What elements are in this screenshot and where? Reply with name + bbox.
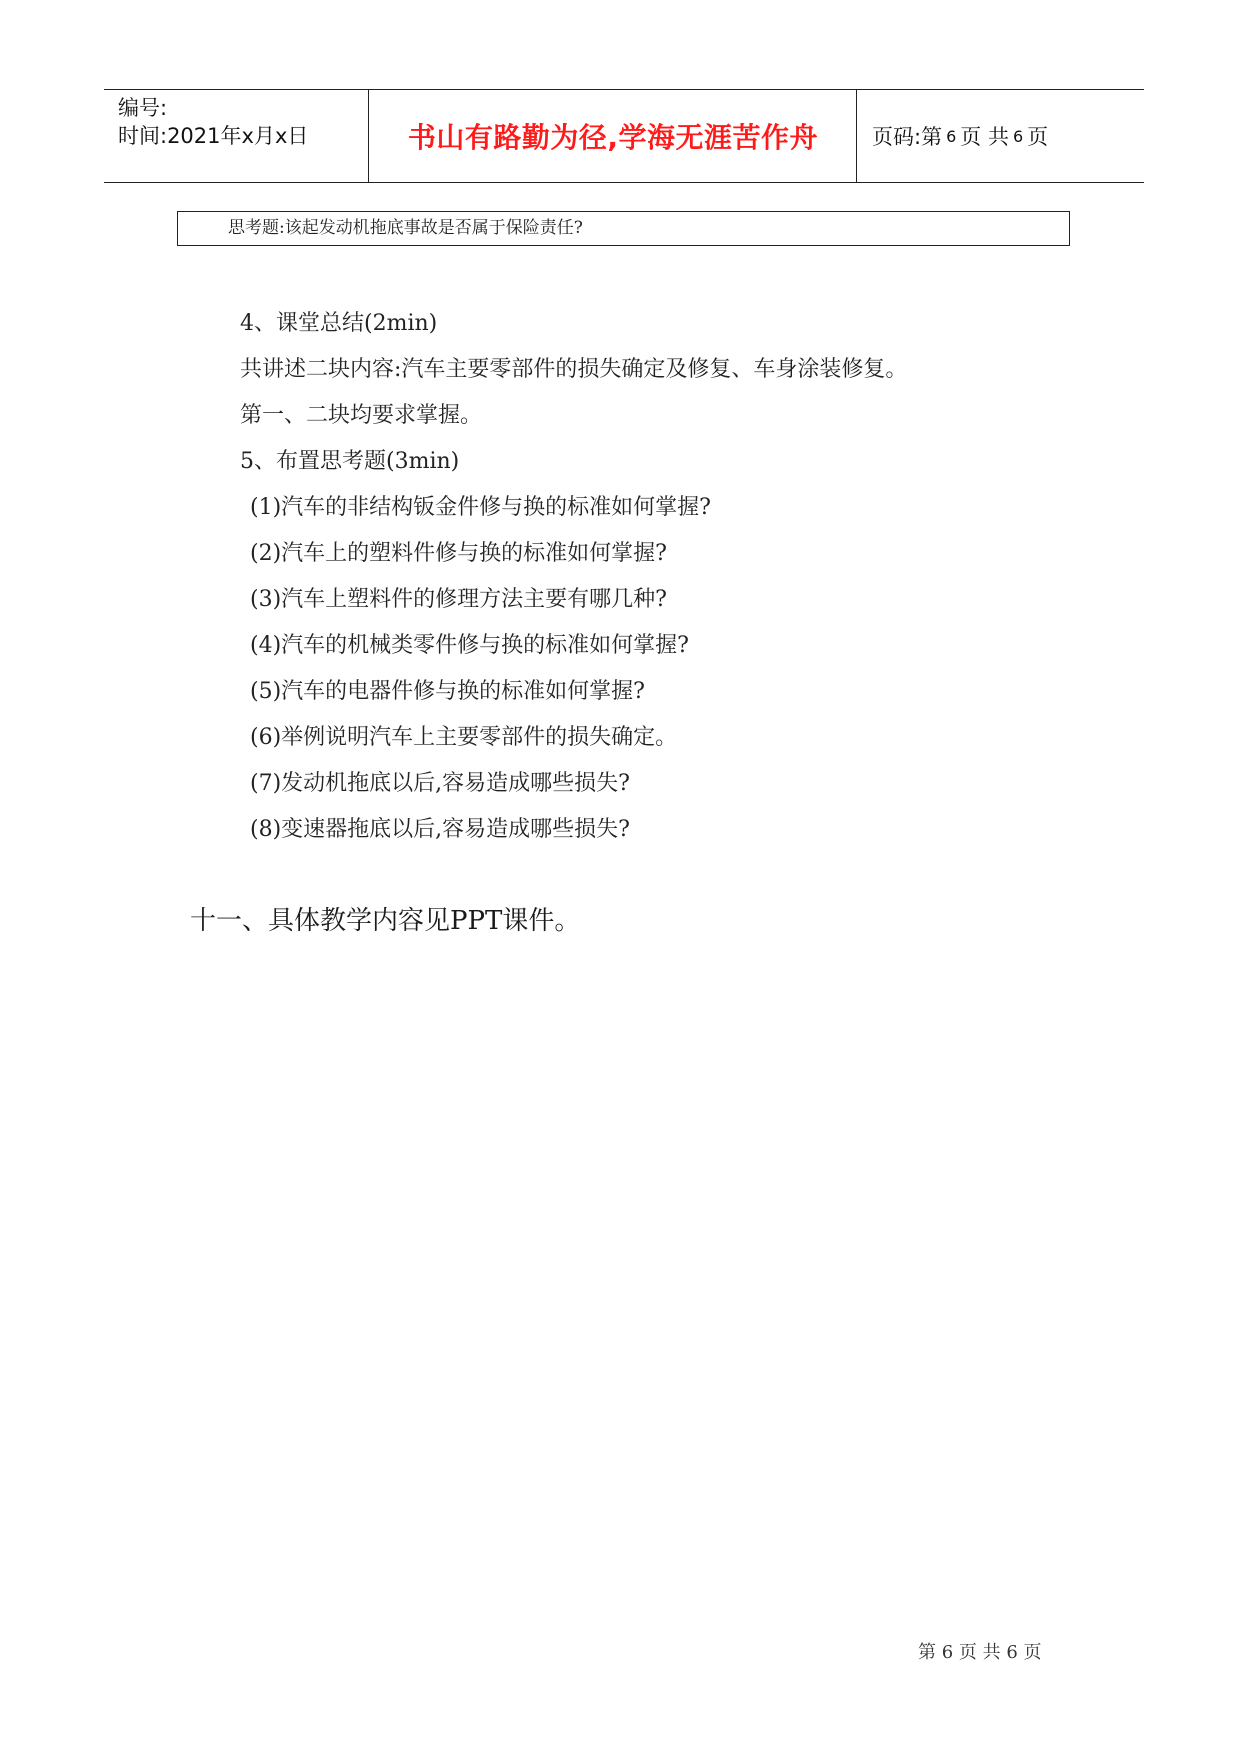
- question-item: (1)汽车的非结构钣金件修与换的标准如何掌握?: [250, 495, 711, 520]
- header-meta: [118, 90, 358, 182]
- summary-heading: 4、课堂总结(2min): [240, 311, 438, 336]
- question-item: (8)变速器拖底以后,容易造成哪些损失?: [250, 817, 630, 842]
- assignment-heading: 5、布置思考题(3min): [240, 449, 460, 474]
- question-item: (2)汽车上的塑料件修与换的标准如何掌握?: [250, 541, 667, 566]
- page-footer: 第 6 页 共 6 页: [918, 1642, 1042, 1663]
- document-time-label: 时间:2021年x月x日: [118, 124, 309, 148]
- page-suffix: 页: [1027, 125, 1049, 149]
- page-total-number: 6: [1012, 126, 1024, 146]
- page-header: [104, 89, 1144, 183]
- header-divider: [368, 90, 369, 182]
- page-current-number: 6: [946, 126, 957, 146]
- question-item: (4)汽车的机械类零件修与换的标准如何掌握?: [250, 633, 689, 658]
- thinking-question-box: [177, 211, 1070, 246]
- question-item: (3)汽车上塑料件的修理方法主要有哪几种?: [250, 587, 667, 612]
- question-item: (6)举例说明汽车上主要零部件的损失确定。: [250, 725, 678, 750]
- document-number-label: 编号:: [118, 96, 168, 120]
- summary-line: 第一、二块均要求掌握。: [240, 403, 483, 428]
- question-item: (7)发动机拖底以后,容易造成哪些损失?: [250, 771, 630, 796]
- question-item: (5)汽车的电器件修与换的标准如何掌握?: [250, 679, 645, 704]
- page-prefix: 页码:第: [872, 125, 943, 149]
- header-page-indicator: [872, 90, 1048, 182]
- page-middle: 页 共: [960, 125, 1009, 149]
- section-heading: 十一、具体教学内容见PPT课件。: [190, 906, 581, 936]
- header-divider: [856, 90, 857, 182]
- summary-line: 共讲述二块内容:汽车主要零部件的损失确定及修复、车身涂装修复。: [240, 357, 908, 382]
- thinking-question-text: 思考题:该起发动机拖底事故是否属于保险责任?: [228, 218, 583, 238]
- header-motto: 书山有路勤为径,学海无涯苦作舟: [407, 121, 819, 154]
